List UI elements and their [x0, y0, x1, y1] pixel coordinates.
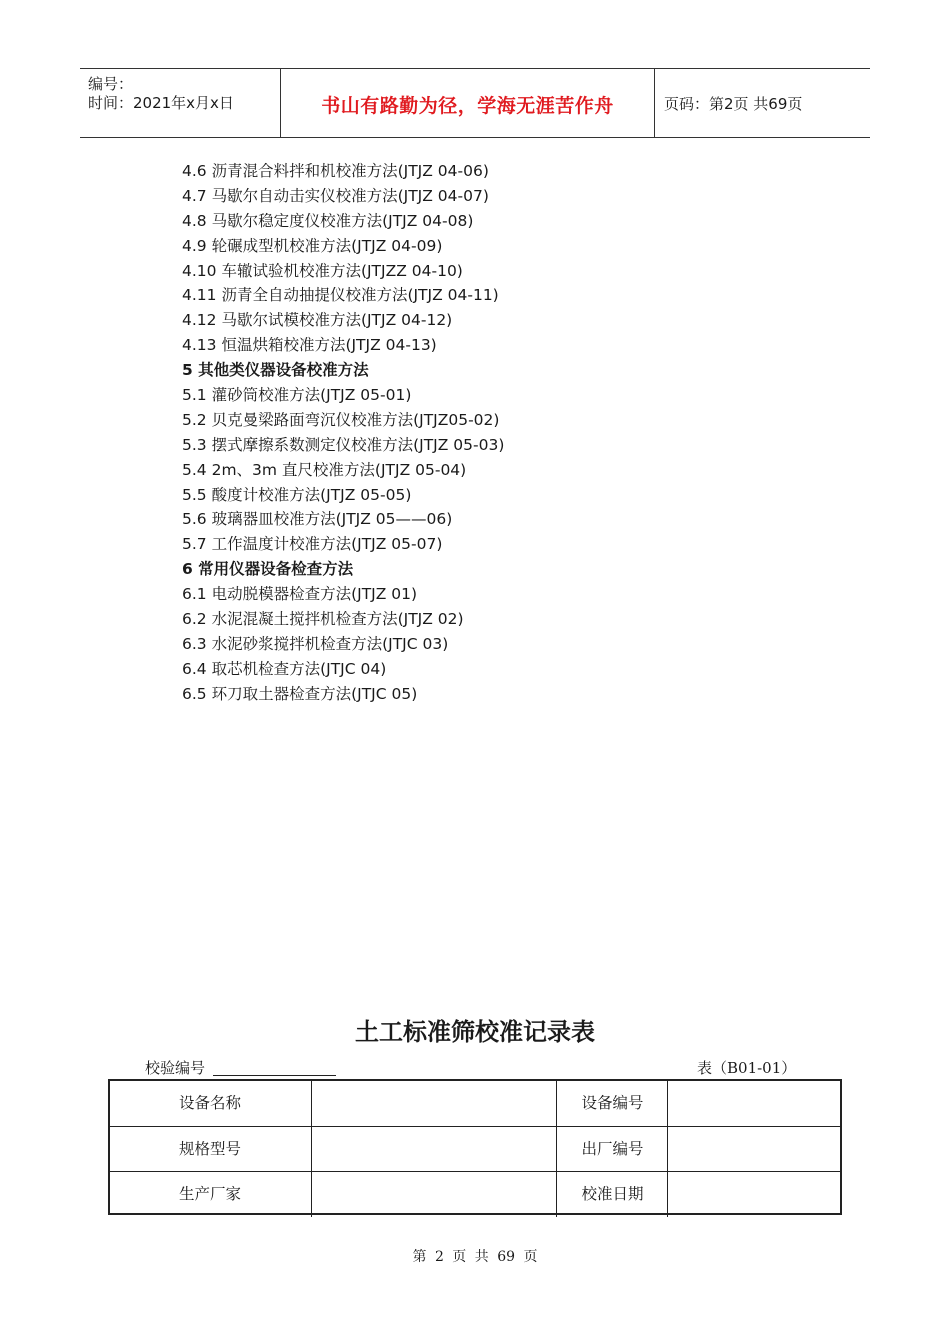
toc-entry: 4.12 马歇尔试模校准方法(JTJZ 04-12) — [182, 311, 453, 330]
toc-entry: 4.11 沥青全自动抽提仪校准方法(JTJZ 04-11) — [182, 286, 499, 305]
field-label: 校准日期 — [556, 1172, 668, 1217]
toc-entry: 4.9 轮碾成型机校准方法(JTJZ 04-09) — [182, 236, 443, 255]
record-row — [110, 1171, 840, 1217]
table-of-contents — [182, 159, 504, 707]
toc-entry: 5.6 玻璃器皿校准方法(JTJZ 05——06) — [182, 510, 453, 529]
field-label: 设备名称 — [178, 1094, 241, 1112]
header-motto: 书山有路勤为径，学海无涯苦作舟 — [321, 95, 614, 117]
field-label: 规格型号 — [178, 1140, 241, 1158]
form-title: 土工标准筛校准记录表 — [355, 1017, 595, 1046]
toc-entry: 5.7 工作温度计校准方法(JTJZ 05-07) — [182, 535, 443, 554]
field-value-cell[interactable] — [311, 1081, 556, 1126]
record-table — [108, 1079, 842, 1215]
header-motto-cell — [280, 69, 655, 137]
form-code-label: 校验编号 — [145, 1059, 206, 1077]
document-number-label: 编号： — [88, 75, 134, 93]
toc-entry: 6.5 环刀取土器检查方法(JTJC 05) — [182, 684, 418, 703]
field-label: 生产厂家 — [178, 1185, 241, 1203]
toc-entry: 6.3 水泥砂浆搅拌机检查方法(JTJC 03) — [182, 634, 449, 653]
document-time-label: 时间：2021年x月x日 — [88, 94, 234, 112]
field-value-cell[interactable] — [667, 1081, 841, 1126]
toc-entry: 6.4 取芯机检查方法(JTJC 04) — [182, 659, 387, 678]
toc-section-heading: 6 常用仪器设备检查方法 — [182, 560, 354, 579]
field-value-cell[interactable] — [667, 1172, 841, 1217]
field-value-cell[interactable] — [311, 1172, 556, 1217]
toc-entry: 4.8 马歇尔稳定度仪校准方法(JTJZ 04-08) — [182, 211, 474, 230]
toc-entry: 4.7 马歇尔自动击实仪校准方法(JTJZ 04-07) — [182, 186, 489, 205]
toc-entry: 6.1 电动脱模器检查方法(JTJZ 01) — [182, 585, 418, 604]
header-page-cell — [654, 69, 870, 137]
field-label: 设备编号 — [556, 1081, 668, 1126]
field-value-cell[interactable] — [311, 1127, 556, 1172]
page-header — [80, 68, 870, 138]
toc-entry: 4.10 车辙试验机校准方法(JTJZZ 04-10) — [182, 261, 463, 280]
toc-section-heading: 5 其他类仪器设备校准方法 — [182, 361, 369, 380]
toc-entry: 4.13 恒温烘箱校准方法(JTJZ 04-13) — [182, 336, 437, 355]
toc-entry: 5.4 2m、3m 直尺校准方法(JTJZ 05-04) — [182, 460, 467, 479]
record-row — [110, 1081, 840, 1126]
field-label: 出厂编号 — [556, 1127, 668, 1172]
field-value-cell[interactable] — [667, 1127, 841, 1172]
header-meta-cell — [80, 69, 280, 137]
toc-entry: 5.2 贝克曼梁路面弯沉仪校准方法(JTJZ05-02) — [182, 410, 500, 429]
form-code-underline — [213, 1075, 336, 1076]
toc-entry: 4.6 沥青混合料拌和机校准方法(JTJZ 04-06) — [182, 162, 489, 180]
toc-entry: 5.5 酸度计校准方法(JTJZ 05-05) — [182, 485, 412, 504]
header-page-info: 页码：第2页 共69页 — [664, 95, 803, 113]
toc-entry: 6.2 水泥混凝土搅拌机检查方法(JTJZ 02) — [182, 610, 464, 629]
toc-entry: 5.3 摆式摩擦系数测定仪校准方法(JTJZ 05-03) — [182, 435, 505, 454]
page-footer: 第 2 页 共 69 页 — [412, 1249, 538, 1265]
toc-entry: 5.1 灌砂筒校准方法(JTJZ 05-01) — [182, 386, 412, 405]
form-id: 表（B01-01） — [697, 1059, 797, 1077]
record-row — [110, 1126, 840, 1172]
